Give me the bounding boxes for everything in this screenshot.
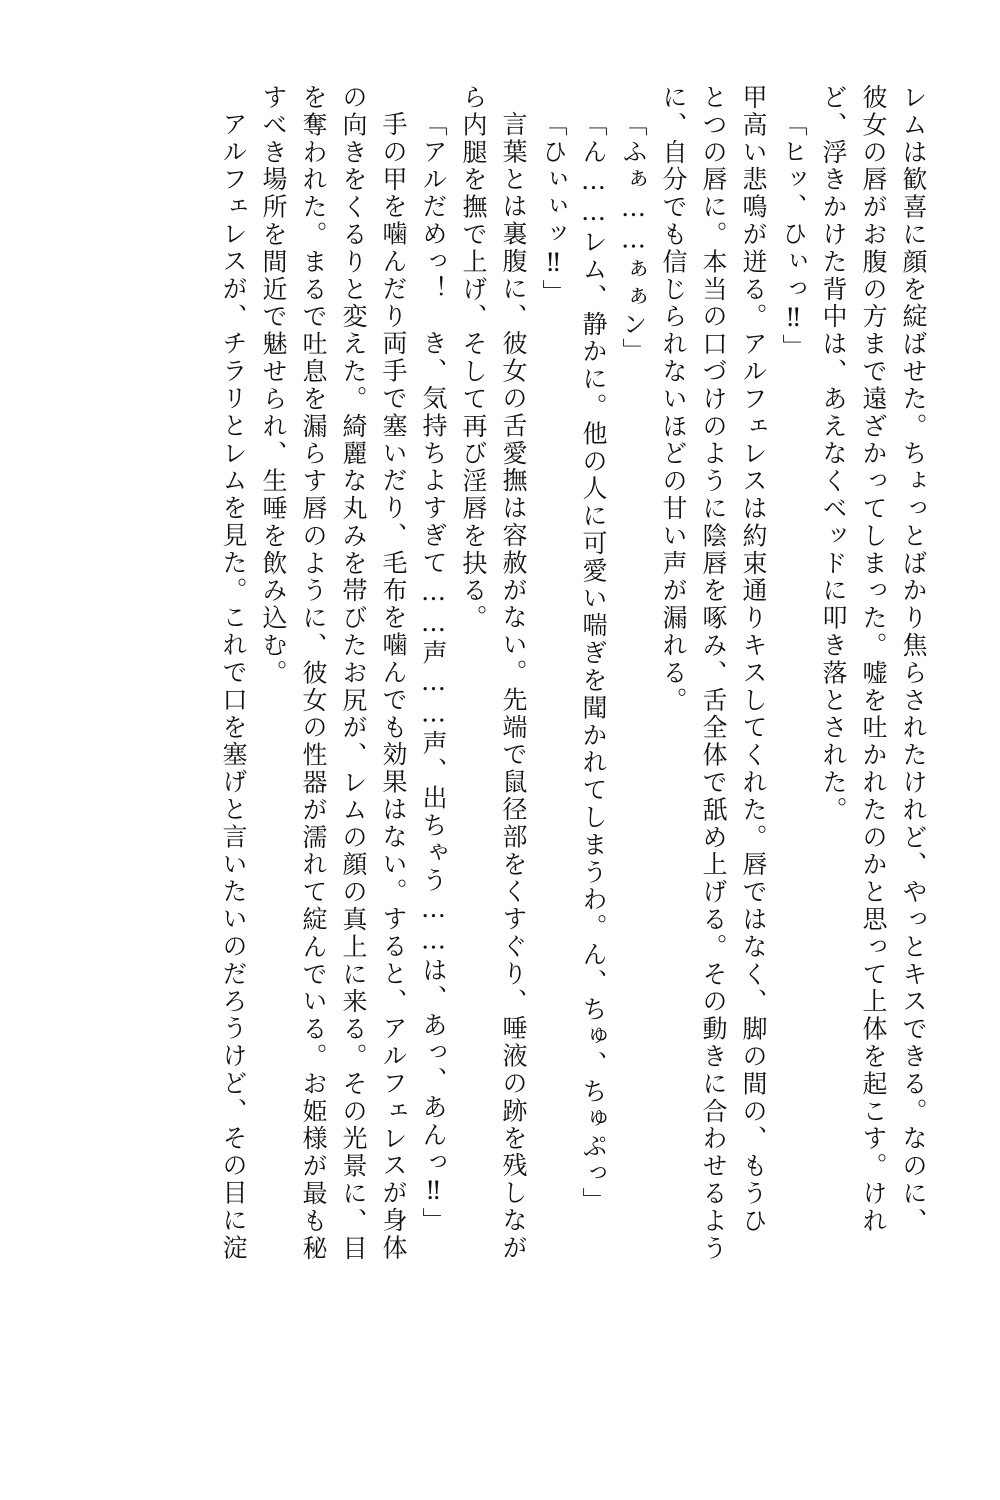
text-line: ど、浮きかけた背中は、あえなくベッドに叩き落とされた。 [819,84,848,824]
text-line: 甲高い悲鳴が迸る。アルフェレスは約束通りキスしてくれた。唇ではなく、脚の間の、もうひ [739,84,768,1235]
text-line: 「ん……レム、静かに。他の人に可愛い喘ぎを聞かれてしまうわ。ん、ちゅ、ちゅぷっ」 [579,111,608,1215]
text-line: 「ヒッ、ひぃっ‼」 [779,111,808,362]
text-line: レムは歓喜に顔を綻ばせた。ちょっとばかり焦らされたけれど、やっとキスできる。なのに、 [899,84,928,1235]
text-line: すべき場所を間近で魅せられ、生唾を飲み込む。 [259,84,288,687]
text-line: 彼女の唇がお腹の方まで遠ざかってしまった。嘘を吐かれたのかと思って上体を起こす。けれ [859,84,888,1235]
vertical-text-body [60,84,926,1420]
text-line: の向きをくるりと変えた。綺麗な丸みを帯びたお尻が、レムの顔の真上に来る。その光景に、目 [339,84,368,1263]
text-line: 手の甲を噛んだり両手で塞いだり、毛布を噛んでも効果はない。すると、アルフェレスが身体 [379,111,408,1262]
text-line: アルフェレスが、チラリとレムを見た。これで口を塞げと言いたいのだろうけど、その目に淀 [219,111,248,1262]
text-line: に、自分でも信じられないほどの甘い声が漏れる。 [659,84,688,715]
text-line: とつの唇に。本当の口づけのように陰唇を啄み、舌全体で舐め上げる。その動きに合わせるよう [699,84,728,1263]
text-line: 「ふぁ……ぁぁン」 [619,111,648,366]
text-line: を奪われた。まるで吐息を漏らす唇のように、彼女の性器が濡れて綻んでいる。お姫様が最も秘 [299,84,328,1263]
text-line: 言葉とは裏腹に、彼女の舌愛撫は容赦がない。先端で鼠径部をくすぐり、唾液の跡を残しなが [499,111,528,1262]
text-line: 「ひぃぃッ‼」 [539,111,568,307]
text-line: ら内腿を撫で上げ、そして再び淫唇を抉る。 [459,84,488,632]
text-line: 「アルだめっ！ き、気持ちよすぎて……声……声、出ちゃう……は、あっ、あんっ‼」 [419,111,448,1235]
